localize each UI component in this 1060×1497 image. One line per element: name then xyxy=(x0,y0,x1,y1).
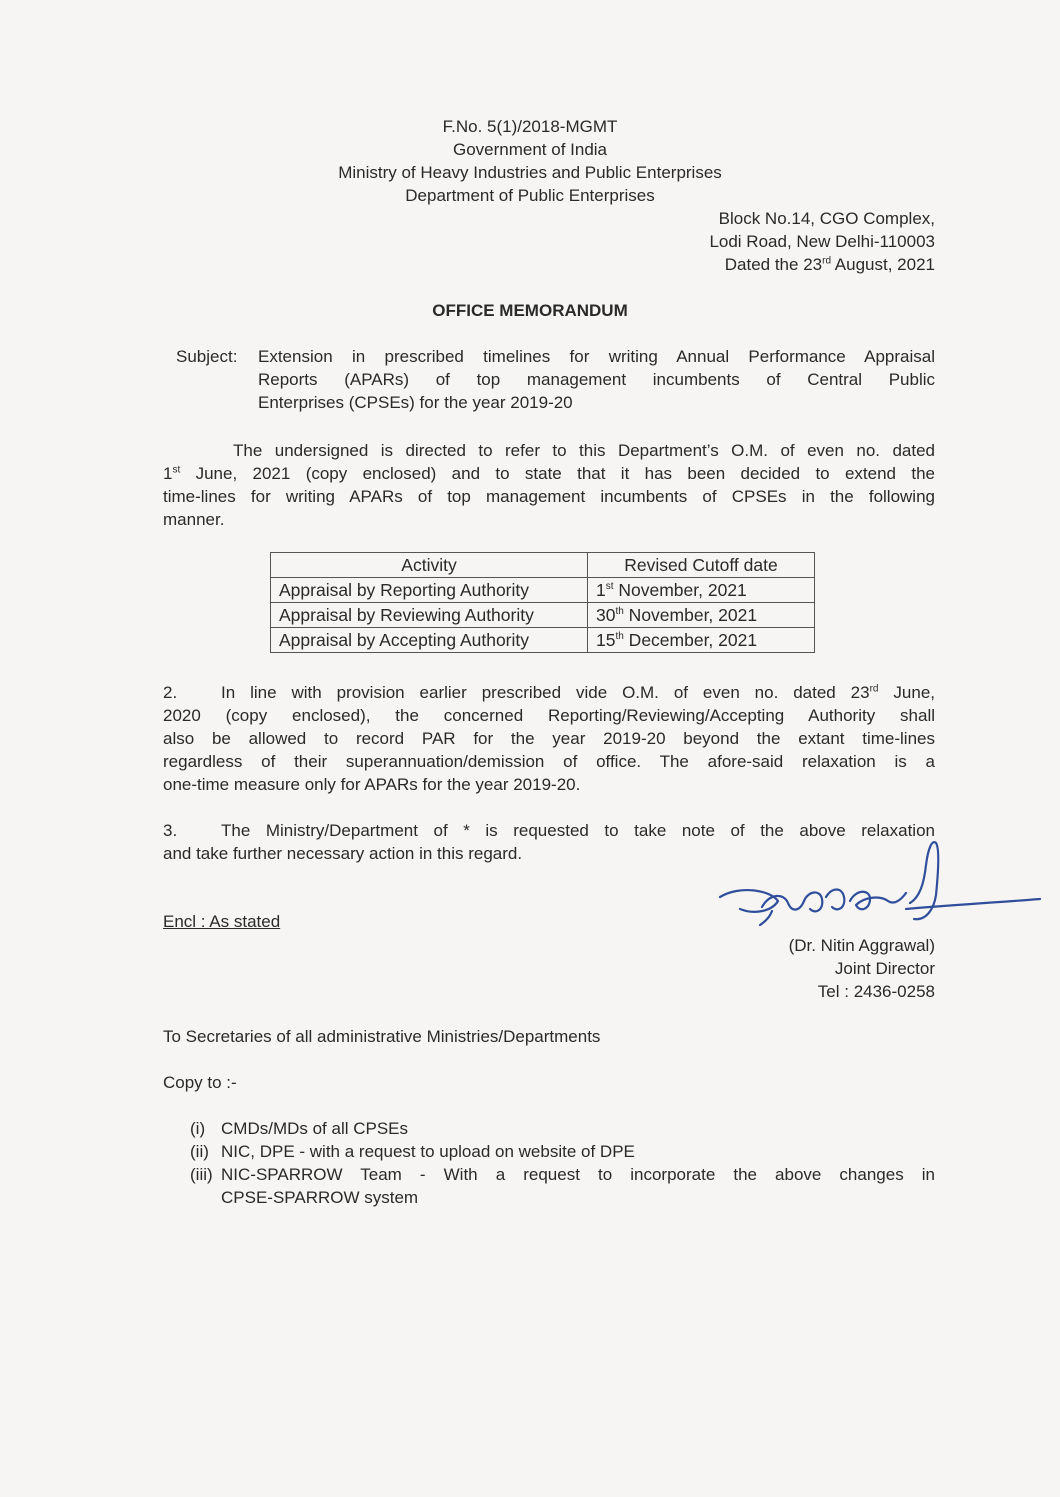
signatory-name: (Dr. Nitin Aggrawal) xyxy=(788,936,935,955)
signature-graphic xyxy=(700,835,1045,935)
table-header-row xyxy=(271,553,815,578)
copy-item-text: NIC, DPE - with a request to upload on website of DPE xyxy=(221,1142,635,1161)
cutoff-date-cell: 30th November, 2021 xyxy=(588,603,815,628)
copy-to-label: Copy to :- xyxy=(163,1073,237,1092)
cutoff-date-cell: 1st November, 2021 xyxy=(588,578,815,603)
para2-line-3: also be allowed to record PAR for the year 2019-20 beyond the extant time-lines xyxy=(163,729,935,748)
address-line-2: Lodi Road, New Delhi-110003 xyxy=(709,232,935,251)
para2-line-2: 2020 (copy enclosed), the concerned Reporting/Reviewing/Accepting Authority shall xyxy=(163,706,935,725)
table-row xyxy=(271,603,815,628)
signatory-telephone: Tel : 2436-0258 xyxy=(817,982,935,1001)
header-activity: Activity xyxy=(271,553,588,578)
para1-line-2: 1st June, 2021 (copy enclosed) and to state that it has been decided to extend the xyxy=(163,464,935,483)
memo-title: OFFICE MEMORANDUM xyxy=(432,301,628,320)
enclosure-note: Encl : As stated xyxy=(163,912,281,931)
para2-line-4: regardless of their superannuation/demission of office. The afore-said relaxation is a xyxy=(163,752,935,771)
copy-item-number: (i) xyxy=(190,1119,206,1138)
file-number: F.No. 5(1)/2018-MGMT xyxy=(442,117,618,136)
para1-line-1: The undersigned is directed to refer to this Department’s O.M. of even no. dated xyxy=(233,441,935,460)
copy-item-text: CMDs/MDs of all CPSEs xyxy=(221,1119,409,1138)
header-cutoff-date: Revised Cutoff date xyxy=(588,553,815,578)
department-line: Department of Public Enterprises xyxy=(405,186,655,205)
activity-cell: Appraisal by Reporting Authority xyxy=(271,578,588,603)
copy-item-number: (iii) xyxy=(190,1165,213,1184)
activity-cell: Appraisal by Accepting Authority xyxy=(271,628,588,653)
para2-line-1: In line with provision earlier prescribed vide O.M. of even no. dated 23rd June, xyxy=(221,683,935,702)
copy-item-text: NIC-SPARROW Team - With a request to incorporate the above changes in xyxy=(221,1165,935,1184)
signatory-designation: Joint Director xyxy=(834,959,935,978)
subject-line-3: Enterprises (CPSEs) for the year 2019-20 xyxy=(258,393,573,412)
government-line: Government of India xyxy=(452,140,608,159)
subject-label: Subject: xyxy=(176,347,238,366)
para3-line-2: and take further necessary action in this regard. xyxy=(163,844,523,863)
para3-line-1: The Ministry/Department of * is requested to take note of the above relaxation xyxy=(221,821,935,840)
address-line-1: Block No.14, CGO Complex, xyxy=(718,209,935,228)
para2-line-5: one-time measure only for APARs for the year 2019-20. xyxy=(163,775,581,794)
subject-line-1: Extension in prescribed timelines for writing Annual Performance Appraisal xyxy=(258,347,935,366)
para1-line-4: manner. xyxy=(163,510,225,529)
ministry-line: Ministry of Heavy Industries and Public Enterprises xyxy=(338,163,722,182)
revised-cutoff-table xyxy=(270,552,815,653)
para3-number: 3. xyxy=(163,821,178,840)
copy-item-number: (ii) xyxy=(190,1142,209,1161)
para2-number: 2. xyxy=(163,683,178,702)
table-row xyxy=(271,578,815,603)
copy-item-text-continued: CPSE-SPARROW system xyxy=(221,1188,419,1207)
table-row xyxy=(271,628,815,653)
para1-line-3: time-lines for writing APARs of top management incumbents of CPSEs in the following xyxy=(163,487,935,506)
addressee-line: To Secretaries of all administrative Ministries/Departments xyxy=(163,1027,601,1046)
activity-cell: Appraisal by Reviewing Authority xyxy=(271,603,588,628)
subject-line-2: Reports (APARs) of top management incumbents of Central Public xyxy=(258,370,935,389)
memo-date: Dated the 23rd August, 2021 xyxy=(724,255,935,274)
cutoff-date-cell: 15th December, 2021 xyxy=(588,628,815,653)
